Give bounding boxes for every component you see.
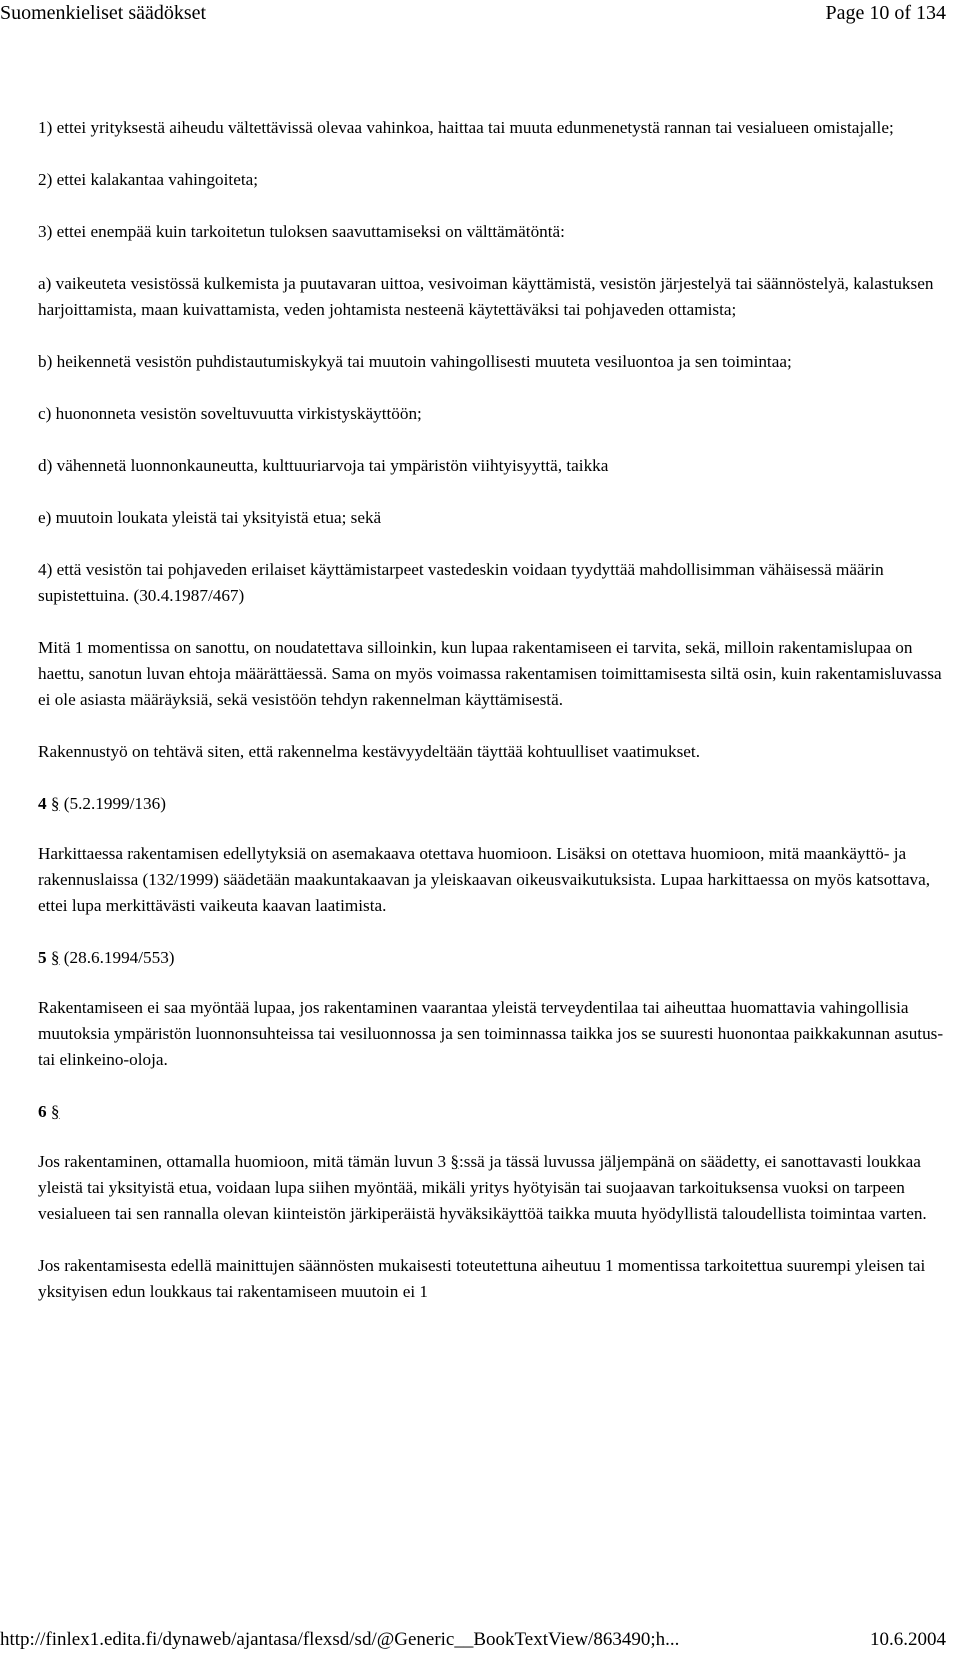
document-body — [38, 115, 948, 1331]
paragraph: Mitä 1 momentissa on sanottu, on noudatettava silloinkin, kun lupaa rakentamiseen ei tarvita, sekä, milloin rakentamislupaa on haettu, sanotun luvan ehtoja määrättäessä. Sama on myös voimassa rakentamisen toimittamisesta siltä osin, kuin rakentamisluvassa ei ole asiasta määräyksiä, sekä vesistöön tehdyn rakennelman käyttämisestä. — [38, 638, 942, 709]
paragraph: d) vähennetä luonnonkauneutta, kulttuuriarvoja tai ympäristön viihtyisyyttä, taikka — [38, 456, 609, 475]
paragraph: b) heikennetä vesistön puhdistautumiskykyä tai muutoin vahingollisesti muuteta vesiluontoa ja sen toimintaa; — [38, 352, 792, 371]
section-mark-link[interactable]: § — [50, 948, 60, 967]
section-reference: (5.2.1999/136) — [63, 794, 166, 813]
paragraph: Harkittaessa rakentamisen edellytyksiä on asemakaava otettava huomioon. Lisäksi on otettava huomioon, mitä maankäyttö- ja rakennuslaissa (132/1999) säädetään maakuntakaavan ja yleiskaavan oikeusvaikutuksista. Lupaa harkittaessa on myös katsottava, ettei lupa merkittävästi vaikeuta kaavan laatimista. — [38, 844, 931, 915]
paragraph: 2) ettei kalakantaa vahingoiteta; — [38, 170, 258, 189]
section-mark-link[interactable]: § — [50, 1102, 60, 1121]
text-run: Jos rakentaminen, ottamalla huomioon, mitä tämän luvun 3 — [38, 1152, 451, 1171]
paragraph: Rakentamiseen ei saa myöntää lupaa, jos rakentaminen vaarantaa yleistä terveydentilaa tai aiheuttaa huomattavia vahingollisia muutoksia ympäristön luonnonsuhteissa tai vesiluonnossa ja sen toiminnassa taikka jos se suuresti huonontaa paikkakunnan asutus- tai elinkeino-oloja. — [38, 998, 944, 1069]
paragraph: 3) ettei enempää kuin tarkoitetun tuloksen saavuttamiseksi on välttämätöntä: — [38, 222, 565, 241]
section-heading-5 — [38, 945, 948, 971]
text-run: :ssä ja tässä luvussa jäljempänä on säädetty, ei sanottavasti loukkaa yleistä tai yksityistä etua, voidaan lupa siihen myöntää, mikäli yritys hyötyisän tai suojaavan tarkoituksensa vuoksi on tarpeen vesialueen tai sen rannalla olevan kiinteistön järkiperäistä hyväksikäyttöä taikka muuta hyödyllistä taloudellista toimintaa varten. — [38, 1152, 927, 1223]
section-number: 6 — [38, 1102, 47, 1121]
page-number: Page 10 of 134 — [825, 2, 946, 24]
paragraph: e) muutoin loukata yleistä tai yksityistä etua; sekä — [38, 508, 382, 527]
section-number: 5 — [38, 948, 47, 967]
section-number: 4 — [38, 794, 47, 813]
paragraph: 4) että vesistön tai pohjaveden erilaiset käyttämistarpeet vastedeskin voidaan tyydyttää mahdollisimman vähäisessä määrin supistettuina. (30.4.1987/467) — [38, 560, 884, 605]
footer-url: http://finlex1.edita.fi/dynaweb/ajantasa/flexsd/sd/@Generic__BookTextView/863490;h... — [0, 1629, 680, 1650]
header-title: Suomenkieliset säädökset — [0, 2, 207, 24]
paragraph — [38, 1149, 948, 1227]
page-header — [0, 0, 960, 28]
section-mark-link[interactable]: § — [450, 1152, 460, 1171]
page-footer — [0, 1624, 960, 1654]
section-heading-4 — [38, 791, 948, 817]
paragraph: Jos rakentamisesta edellä mainittujen säännösten mukaisesti toteutettuna aiheutuu 1 momentissa tarkoitettua suurempi yleisen tai yksityisen edun loukkaus tai rakentamiseen muutoin ei 1 — [38, 1256, 926, 1301]
paragraph: 1) ettei yrityksestä aiheudu vältettävissä olevaa vahinkoa, haittaa tai muuta edunmenetystä rannan tai vesialueen omistajalle; — [38, 118, 894, 137]
footer-date: 10.6.2004 — [870, 1629, 946, 1650]
section-reference: (28.6.1994/553) — [63, 948, 175, 967]
paragraph: Rakennustyö on tehtävä siten, että rakennelma kestävyydeltään täyttää kohtuulliset vaatimukset. — [38, 742, 700, 761]
paragraph: c) huononneta vesistön soveltuvuutta virkistyskäyttöön; — [38, 404, 422, 423]
paragraph: a) vaikeuteta vesistössä kulkemista ja puutavaran uittoa, vesivoiman käyttämistä, vesistön järjestelyä tai säännöstelyä, kalastuksen harjoittamista, maan kuivattamista, veden johtamista nesteenä käytettäväksi tai pohjaveden ottamista; — [38, 274, 934, 319]
section-mark-link[interactable]: § — [50, 794, 60, 813]
section-heading-6 — [38, 1099, 948, 1125]
